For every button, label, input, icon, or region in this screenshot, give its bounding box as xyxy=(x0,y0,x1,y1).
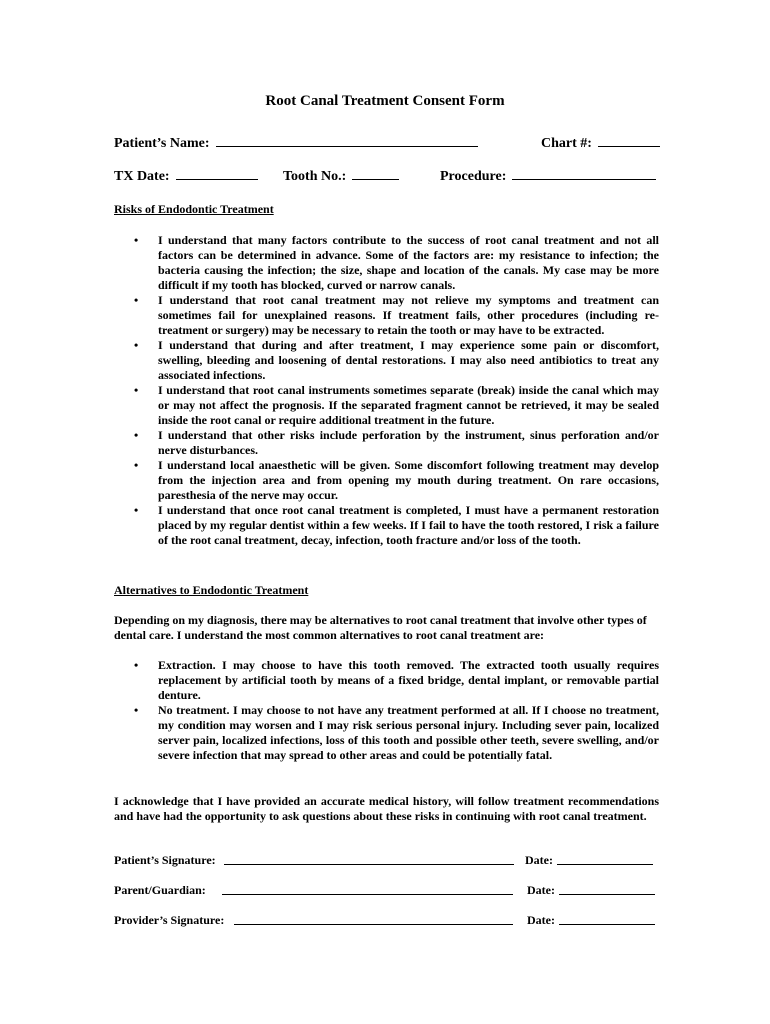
risks-list xyxy=(114,233,659,548)
tooth-no-line[interactable] xyxy=(352,167,399,180)
chart-label: Chart #: xyxy=(541,136,592,151)
risk-item: • I understand that other risks include perforation by the instrument, sinus perforation and/or nerve disturbances. xyxy=(114,428,659,458)
risk-item: • I understand that root canal instruments sometimes separate (break) inside the canal which may or may not affect the prognosis. If the separated fragment cannot be retrieved, it may be sealed inside the root canal or require additional treatment in the future. xyxy=(114,383,659,428)
provider-date-label: Date: xyxy=(527,913,555,927)
provider-signature-row xyxy=(114,913,659,931)
risk-item: • I understand that once root canal treatment is completed, I must have a permanent restoration placed by my regular dentist within a few weeks. If I fail to have the tooth restored, I risk a failure of the root canal treatment, decay, infection, tooth fracture and/or loss of the tooth. xyxy=(114,503,659,548)
alternative-item: • No treatment. I may choose to not have any treatment performed at all. If I choose no treatment, my condition may worsen and I may risk serious personal injury. Including sever pain, localized server pain, localized infections, loss of this tooth and possible other teeth, severe swelling, and/or severe infection that may spread to other areas and could be potentially fatal. xyxy=(114,703,659,763)
tx-date-line[interactable] xyxy=(176,167,258,180)
provider-signature-line[interactable] xyxy=(234,924,513,925)
acknowledgement-text: I acknowledge that I have provided an accurate medical history, will follow treatment recommendations and have had the opportunity to ask questions about these risks in continuing with root canal treatment. xyxy=(114,794,659,823)
treatment-info-row xyxy=(114,167,659,187)
parent-signature-line[interactable] xyxy=(222,894,513,895)
procedure-field[interactable] xyxy=(440,167,656,185)
patient-info-row xyxy=(114,134,659,154)
tx-date-field[interactable] xyxy=(114,167,258,185)
parent-date-label: Date: xyxy=(527,883,555,897)
alternatives-list xyxy=(114,658,659,763)
parent-date-line[interactable] xyxy=(559,894,655,895)
tooth-no-field[interactable] xyxy=(283,167,399,185)
chart-line[interactable] xyxy=(598,134,660,147)
alternatives-heading: Alternatives to Endodontic Treatment xyxy=(114,583,309,597)
form-title: Root Canal Treatment Consent Form xyxy=(265,93,505,109)
risks-heading: Risks of Endodontic Treatment xyxy=(114,202,274,216)
alternatives-intro: Depending on my diagnosis, there may be alternatives to root canal treatment that involve other types of dental care. I understand the most common alternatives to root canal treatment are: xyxy=(114,613,647,642)
risk-item: • I understand that root canal treatment may not relieve my symptoms and treatment can sometimes fail for unexplained reasons. If treatment fails, other procedures (including re-treatment or surgery) may be necessary to retain the tooth or may have to be extracted. xyxy=(114,293,659,338)
patient-name-field[interactable] xyxy=(114,134,478,152)
risk-item: • I understand that many factors contribute to the success of root canal treatment and not all factors can be determined in advance. Some of the factors are: my resistance to infection; the bacteria causing the infection; the size, shape and location of the canals. My case may be more difficult if my tooth has blocked, curved or narrow canals. xyxy=(114,233,659,293)
patient-date-label: Date: xyxy=(525,853,553,867)
procedure-line[interactable] xyxy=(512,167,656,180)
patient-name-line[interactable] xyxy=(216,134,478,147)
risk-item: • I understand that during and after treatment, I may experience some pain or discomfort, swelling, bleeding and loosening of dental restorations. I may also need antibiotics to treat any associated infections. xyxy=(114,338,659,383)
patient-signature-row xyxy=(114,853,659,871)
patient-date-line[interactable] xyxy=(557,864,653,865)
parent-signature-row xyxy=(114,883,659,901)
provider-date-line[interactable] xyxy=(559,924,655,925)
patient-signature-label: Patient’s Signature: xyxy=(114,853,216,867)
parent-guardian-label: Parent/Guardian: xyxy=(114,883,206,897)
chart-field[interactable] xyxy=(541,134,660,152)
risk-item: • I understand local anaesthetic will be given. Some discomfort following treatment may develop from the injection area and from opening my mouth during treatment. On rare occasions, paresthesia of the nerve may occur. xyxy=(114,458,659,503)
tooth-no-label: Tooth No.: xyxy=(283,169,347,184)
procedure-label: Procedure: xyxy=(440,169,507,184)
alternative-item: • Extraction. I may choose to have this tooth removed. The extracted tooth usually requires replacement by artificial tooth by means of a fixed bridge, dental implant, or removable partial denture. xyxy=(114,658,659,703)
patient-name-label: Patient’s Name: xyxy=(114,136,210,151)
patient-signature-line[interactable] xyxy=(224,864,514,865)
provider-signature-label: Provider’s Signature: xyxy=(114,913,225,927)
tx-date-label: TX Date: xyxy=(114,169,170,184)
